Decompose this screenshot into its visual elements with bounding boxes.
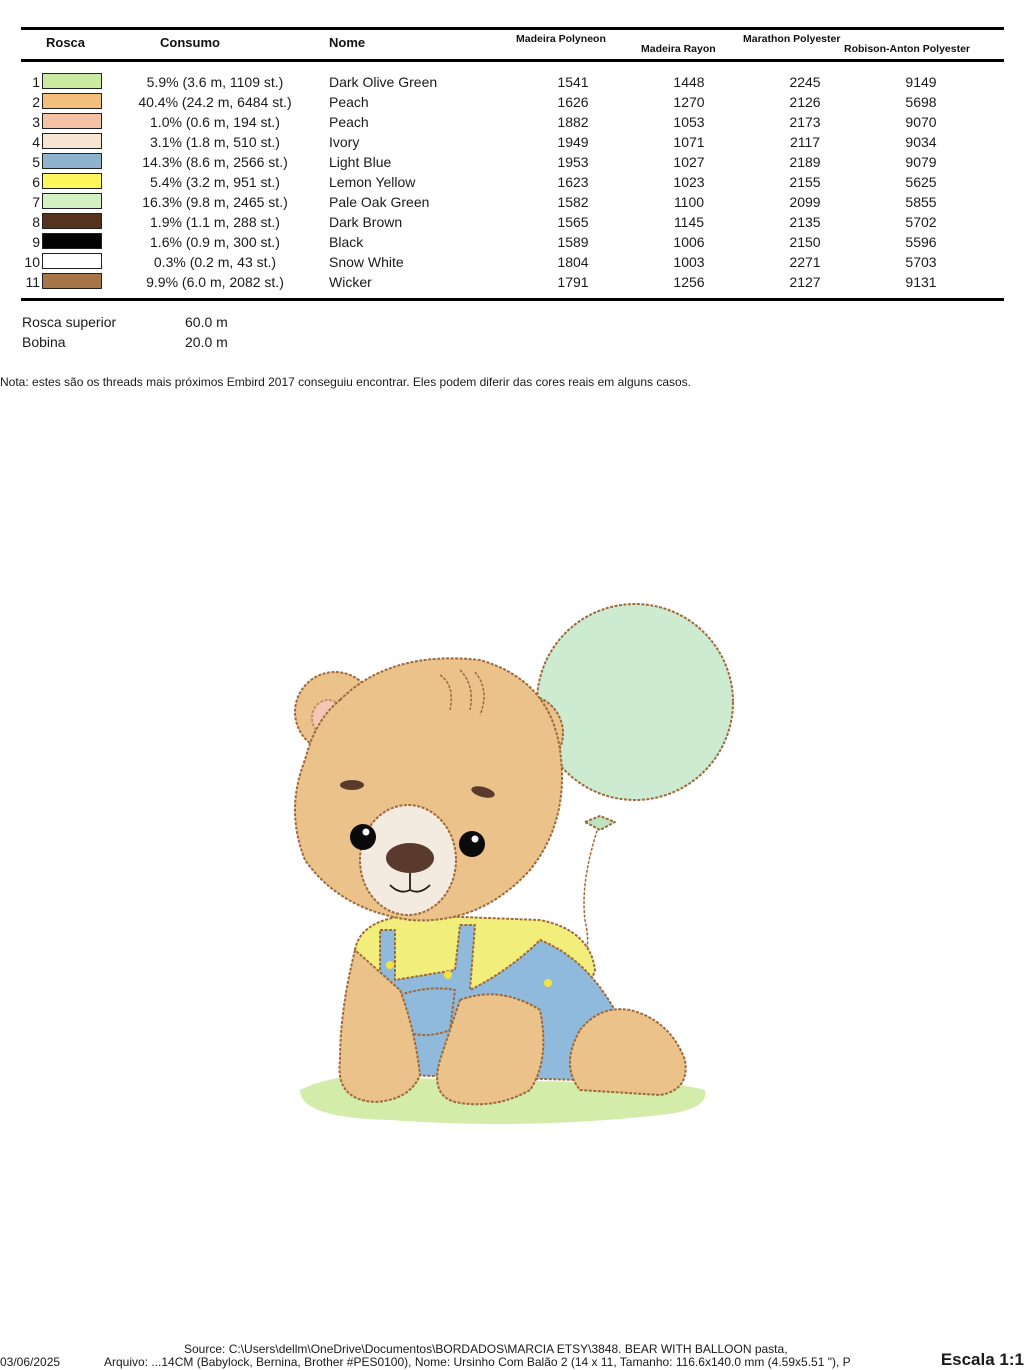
balloon-icon bbox=[537, 604, 733, 800]
header-robison-anton-polyester: Robison-Anton Polyester bbox=[844, 43, 971, 55]
marathon-code: 2150 bbox=[789, 234, 821, 250]
rosca-superior-value: 60.0 m bbox=[185, 314, 228, 330]
header-madeira-polyneon: Madeira Polyneon bbox=[516, 33, 606, 45]
thread-consumption: 5.9% (3.6 m, 1109 st.) bbox=[146, 74, 284, 90]
thread-name: Wicker bbox=[329, 274, 372, 290]
table-row bbox=[0, 212, 1024, 232]
summary-rosca-superior bbox=[22, 314, 228, 330]
thread-number: 2 bbox=[32, 94, 40, 110]
madeira-polyneon-code: 1953 bbox=[557, 154, 589, 170]
table-row bbox=[0, 152, 1024, 172]
thread-number: 8 bbox=[32, 214, 40, 230]
madeira-rayon-code: 1023 bbox=[673, 174, 705, 190]
madeira-polyneon-code: 1804 bbox=[557, 254, 589, 270]
file-details: Arquivo: ...14CM (Babylock, Bernina, Brother #PES0100), Nome: Ursinho Com Balão 2 (14 x 11, Tamanho: 116.6x140.0 mm (4.59x5.51 "), P bbox=[104, 1355, 851, 1369]
madeira-polyneon-code: 1623 bbox=[557, 174, 589, 190]
thread-name: Peach bbox=[329, 114, 369, 130]
marathon-code: 2245 bbox=[789, 74, 821, 90]
color-swatch bbox=[42, 113, 102, 129]
thread-number: 3 bbox=[32, 114, 40, 130]
file-info bbox=[104, 1343, 851, 1369]
marathon-code: 2135 bbox=[789, 214, 821, 230]
madeira-polyneon-code: 1626 bbox=[557, 94, 589, 110]
table-top-rule bbox=[21, 27, 1004, 30]
marathon-code: 2155 bbox=[789, 174, 821, 190]
thread-name: Lemon Yellow bbox=[329, 174, 416, 190]
robison-anton-code: 9034 bbox=[905, 134, 937, 150]
marathon-code: 2117 bbox=[789, 134, 821, 150]
thread-number: 5 bbox=[32, 154, 40, 170]
thread-name: Pale Oak Green bbox=[329, 194, 430, 210]
robison-anton-code: 5702 bbox=[905, 214, 937, 230]
source-path: Source: C:\Users\dellm\OneDrive\Documentos\BORDADOS\MARCIA ETSY\3848. BEAR WITH BALLOON pasta, bbox=[184, 1342, 788, 1356]
madeira-polyneon-code: 1541 bbox=[557, 74, 589, 90]
header-rosca: Rosca bbox=[46, 35, 86, 50]
header-consumo: Consumo bbox=[160, 35, 220, 50]
thread-match-note: Nota: estes são os threads mais próximos Embird 2017 conseguiu encontrar. Eles podem diferir das cores reais em alguns casos. bbox=[0, 375, 692, 389]
color-swatch bbox=[42, 73, 102, 89]
print-date: 03/06/2025 bbox=[0, 1355, 61, 1369]
color-swatch bbox=[42, 173, 102, 189]
thread-number: 11 bbox=[25, 274, 40, 290]
color-swatch bbox=[42, 153, 102, 169]
table-row bbox=[0, 192, 1024, 212]
madeira-rayon-code: 1027 bbox=[673, 154, 705, 170]
marathon-code: 2189 bbox=[789, 154, 821, 170]
color-swatch bbox=[42, 93, 102, 109]
robison-anton-code: 5625 bbox=[905, 174, 937, 190]
thread-consumption: 5.4% (3.2 m, 951 st.) bbox=[150, 174, 280, 190]
marathon-code: 2126 bbox=[789, 94, 821, 110]
marathon-code: 2271 bbox=[789, 254, 821, 270]
summary-bobina bbox=[22, 334, 228, 350]
madeira-polyneon-code: 1582 bbox=[557, 194, 589, 210]
color-swatch bbox=[42, 133, 102, 149]
madeira-rayon-code: 1256 bbox=[673, 274, 705, 290]
robison-anton-code: 5855 bbox=[905, 194, 937, 210]
robison-anton-code: 5698 bbox=[905, 94, 937, 110]
robison-anton-code: 5703 bbox=[905, 254, 937, 270]
madeira-polyneon-code: 1882 bbox=[557, 114, 589, 130]
madeira-rayon-code: 1003 bbox=[673, 254, 705, 270]
thread-number: 6 bbox=[32, 174, 40, 190]
table-row bbox=[0, 252, 1024, 272]
bobina-value: 20.0 m bbox=[185, 334, 228, 350]
table-header-rule bbox=[21, 59, 1004, 62]
madeira-rayon-code: 1006 bbox=[673, 234, 705, 250]
thread-name: Black bbox=[329, 234, 364, 250]
embroidery-design-preview bbox=[280, 590, 740, 1130]
madeira-polyneon-code: 1791 bbox=[557, 274, 589, 290]
madeira-polyneon-code: 1949 bbox=[557, 134, 589, 150]
madeira-rayon-code: 1100 bbox=[673, 194, 705, 210]
color-swatch bbox=[42, 193, 102, 209]
robison-anton-code: 9070 bbox=[905, 114, 937, 130]
marathon-code: 2099 bbox=[789, 194, 821, 210]
marathon-code: 2173 bbox=[789, 114, 821, 130]
left-eye-icon bbox=[350, 824, 376, 850]
madeira-rayon-code: 1270 bbox=[673, 94, 705, 110]
madeira-rayon-code: 1448 bbox=[673, 74, 705, 90]
thread-number: 9 bbox=[32, 234, 40, 250]
table-row bbox=[0, 72, 1024, 92]
robison-anton-code: 9079 bbox=[905, 154, 937, 170]
color-swatch bbox=[42, 233, 102, 249]
robison-anton-code: 5596 bbox=[905, 234, 937, 250]
thread-name: Ivory bbox=[329, 134, 360, 150]
thread-consumption: 1.9% (1.1 m, 288 st.) bbox=[150, 214, 280, 230]
rosca-superior-label: Rosca superior bbox=[22, 314, 117, 330]
thread-consumption: 0.3% (0.2 m, 43 st.) bbox=[153, 254, 277, 270]
thread-name: Snow White bbox=[329, 254, 404, 270]
right-leg bbox=[570, 1009, 686, 1095]
madeira-rayon-code: 1053 bbox=[673, 114, 705, 130]
thread-number: 10 bbox=[24, 254, 40, 270]
header-nome: Nome bbox=[329, 35, 366, 50]
table-bottom-rule bbox=[21, 298, 1004, 301]
nose-icon bbox=[386, 843, 434, 873]
table-row bbox=[0, 112, 1024, 132]
robison-anton-code: 9131 bbox=[905, 274, 937, 290]
thread-consumption: 3.1% (1.8 m, 510 st.) bbox=[150, 134, 280, 150]
table-row bbox=[0, 172, 1024, 192]
thread-consumption: 16.3% (9.8 m, 2465 st.) bbox=[142, 194, 288, 210]
table-row bbox=[0, 92, 1024, 112]
madeira-polyneon-code: 1565 bbox=[557, 214, 589, 230]
thread-name: Light Blue bbox=[329, 154, 392, 170]
robison-anton-code: 9149 bbox=[905, 74, 937, 90]
madeira-polyneon-code: 1589 bbox=[557, 234, 589, 250]
thread-number: 1 bbox=[32, 74, 40, 90]
thread-number: 7 bbox=[32, 194, 40, 210]
right-eye-icon bbox=[459, 831, 485, 857]
table-row bbox=[0, 132, 1024, 152]
thread-name: Dark Brown bbox=[329, 214, 403, 230]
thread-name: Dark Olive Green bbox=[329, 74, 438, 90]
madeira-rayon-code: 1145 bbox=[673, 214, 705, 230]
table-row bbox=[0, 232, 1024, 252]
header-marathon-polyester: Marathon Polyester bbox=[743, 33, 841, 45]
marathon-code: 2127 bbox=[789, 274, 821, 290]
color-swatch bbox=[42, 213, 102, 229]
thread-name: Peach bbox=[329, 94, 369, 110]
thread-number: 4 bbox=[32, 134, 40, 150]
thread-consumption: 1.0% (0.6 m, 194 st.) bbox=[150, 114, 280, 130]
thread-consumption: 9.9% (6.0 m, 2082 st.) bbox=[146, 274, 284, 290]
table-row bbox=[0, 272, 1024, 292]
thread-consumption: 14.3% (8.6 m, 2566 st.) bbox=[142, 154, 288, 170]
color-swatch bbox=[42, 253, 102, 269]
header-madeira-rayon: Madeira Rayon bbox=[641, 43, 716, 55]
bobina-label: Bobina bbox=[22, 334, 66, 350]
madeira-rayon-code: 1071 bbox=[673, 134, 705, 150]
color-swatch bbox=[42, 273, 102, 289]
thread-consumption: 40.4% (24.2 m, 6484 st.) bbox=[138, 94, 292, 110]
scale-label: Escala 1:1 bbox=[940, 1350, 1024, 1369]
thread-consumption: 1.6% (0.9 m, 300 st.) bbox=[150, 234, 280, 250]
